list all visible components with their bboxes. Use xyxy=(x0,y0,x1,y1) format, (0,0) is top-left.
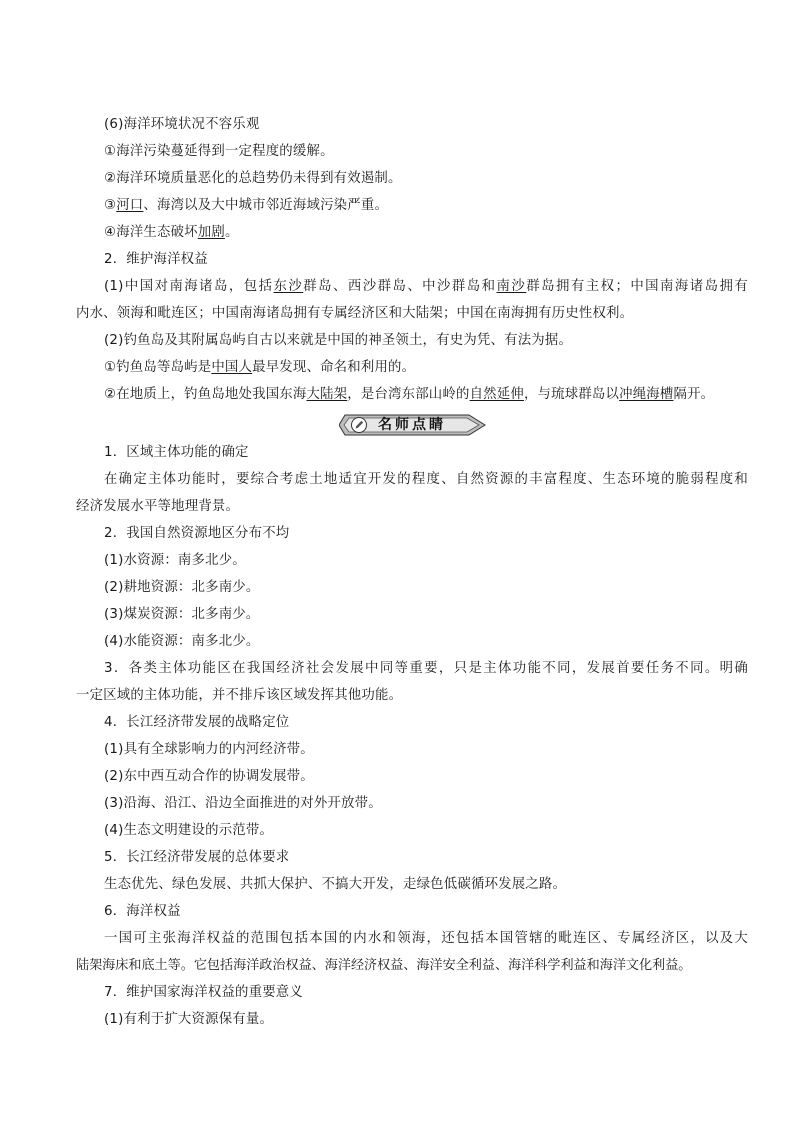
list-item: (2)东中西互动合作的协调发展带。 xyxy=(104,769,314,784)
note-heading: 5．长江经济带发展的总体要求 xyxy=(104,850,290,865)
note-heading: 2．我国自然资源地区分布不均 xyxy=(104,526,290,541)
list-item: ①钓鱼岛等岛屿是中国人最早发现、命名和利用的。 xyxy=(104,360,416,375)
note-heading: 1．区域主体功能的确定 xyxy=(104,445,249,460)
paragraph-line: 经济发展水平等地理背景。 xyxy=(76,499,240,514)
underlined-term: 大陆架 xyxy=(306,387,348,402)
list-item: (1)有利于扩大资源保有量。 xyxy=(104,1012,274,1027)
paragraph-line: 3．各类主体功能区在我国经济社会发展中同等重要，只是主体功能不同，发展首要任务不同。明确 xyxy=(104,661,748,676)
heading-marine-environment: (6)海洋环境状况不容乐观 xyxy=(104,117,260,132)
note-heading: 4．长江经济带发展的战略定位 xyxy=(104,715,290,730)
underlined-term: 河口 xyxy=(116,198,144,213)
note-heading: 6．海洋权益 xyxy=(104,904,181,919)
list-item: (2)耕地资源：北多南少。 xyxy=(104,580,260,595)
underlined-term: 加剧 xyxy=(197,225,225,240)
list-item: (3)煤炭资源：北多南少。 xyxy=(104,607,260,622)
list-item: ④海洋生态破坏加剧。 xyxy=(104,225,239,240)
underlined-term: 东沙 xyxy=(273,279,304,294)
list-item: ②海洋环境质量恶化的总趋势仍未得到有效遏制。 xyxy=(104,171,402,186)
underlined-term: 南沙 xyxy=(496,279,527,294)
section-banner xyxy=(339,414,487,436)
list-item: (3)沿海、沿江、沿边全面推进的对外开放带。 xyxy=(104,796,382,811)
banner-title: 名师点睛 xyxy=(378,417,446,433)
paragraph-line: (2)钓鱼岛及其附属岛屿自古以来就是中国的神圣领土，有史为凭、有法为据。 xyxy=(104,333,573,348)
heading-maritime-rights: 2．维护海洋权益 xyxy=(104,252,208,267)
paragraph-line: 内水、领海和毗连区；中国南海诸岛拥有专属经济区和大陆架；中国在南海拥有历史性权利。 xyxy=(76,306,634,321)
list-item: (4)水能资源：南多北少。 xyxy=(104,634,260,649)
underlined-term: 冲绳海槽 xyxy=(619,387,674,402)
paragraph-line: 生态优先、绿色发展、共抓大保护、不搞大开发，走绿色低碳循环发展之路。 xyxy=(104,877,567,892)
paragraph-line: 一定区域的主体功能，并不排斥该区域发挥其他功能。 xyxy=(76,688,403,703)
list-item: ③河口、海湾以及大中城市邻近海域污染严重。 xyxy=(104,198,389,213)
list-item: (4)生态文明建设的示范带。 xyxy=(104,823,274,838)
list-item: ①海洋污染蔓延得到一定程度的缓解。 xyxy=(104,144,334,159)
note-heading: 7．维护国家海洋权益的重要意义 xyxy=(104,985,303,1000)
paragraph-line: 陆架海床和底土等。它包括海洋政治权益、海洋经济权益、海洋安全利益、海洋科学利益和海洋文化利益。 xyxy=(76,958,692,973)
paragraph-line: (1)中国对南海诸岛，包括东沙群岛、西沙群岛、中沙群岛和南沙群岛拥有主权；中国南海诸岛拥有 xyxy=(104,279,748,294)
underlined-term: 中国人 xyxy=(211,360,253,375)
paragraph-line: 一国可主张海洋权益的范围包括本国的内水和领海，还包括本国管辖的毗连区、专属经济区，以及大 xyxy=(104,931,748,946)
underlined-term: 自然延伸 xyxy=(469,387,524,402)
list-item: ②在地质上，钓鱼岛地处我国东海大陆架，是台湾东部山岭的自然延伸，与琉球群岛以冲绳海槽隔开。 xyxy=(104,387,715,402)
list-item: (1)水资源：南多北少。 xyxy=(104,553,246,568)
list-item: (1)具有全球影响力的内河经济带。 xyxy=(104,742,314,757)
paragraph-line: 在确定主体功能时，要综合考虑土地适宜开发的程度、自然资源的丰富程度、生态环境的脆弱程度和 xyxy=(104,472,748,487)
